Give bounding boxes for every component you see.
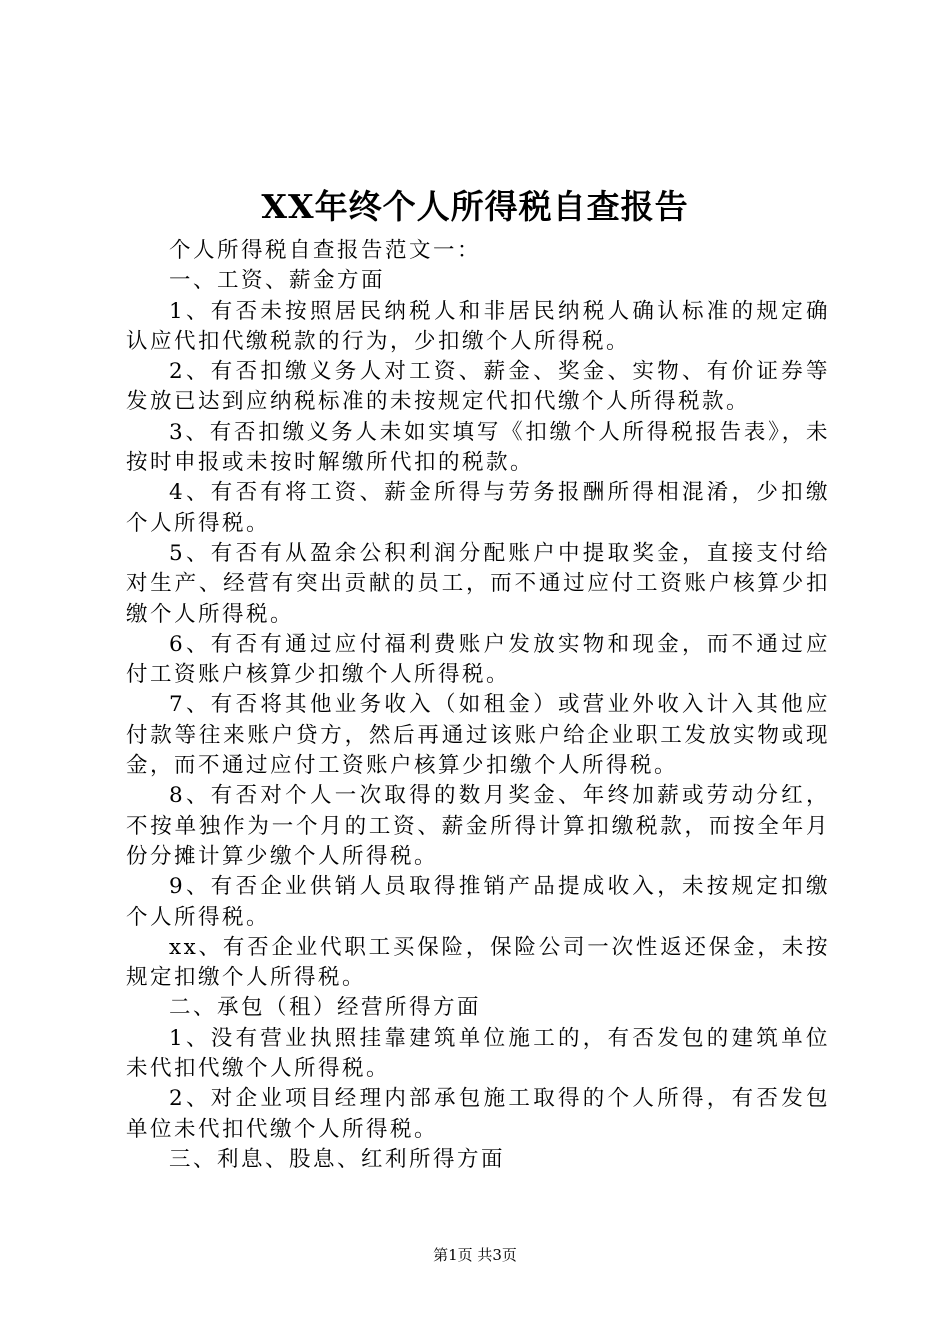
paragraph-intro: 个人所得税自查报告范文一：	[169, 238, 482, 263]
section-heading-contracting: 二、承包（租）经营所得方面	[169, 995, 482, 1021]
paragraph: 7、有否将其他业务收入（如租金）或营业外收入计入其他应付款等往来账户贷方，然后再通过该账户给企业职工发放实物或现金，而不通过应付工资账户核算少扣缴个人所得税。	[126, 692, 830, 779]
document-title: XX年终个人所得税自查报告	[261, 187, 689, 226]
paragraph: 4、有否有将工资、薪金所得与劳务报酬所得相混淆，少扣缴个人所得税。	[126, 480, 830, 536]
paragraph: 8、有否对个人一次取得的数月奖金、年终加薪或劳动分红，不按单独作为一个月的工资、薪金所得计算扣缴税款，而按全年月份分摊计算少缴个人所得税。	[126, 783, 830, 869]
paragraph: 1、有否未按照居民纳税人和非居民纳税人确认标准的规定确认应代扣代缴税款的行为，少扣缴个人所得税。	[126, 298, 830, 354]
paragraph: 9、有否企业供销人员取得推销产品提成收入，未按规定扣缴个人所得税。	[126, 874, 830, 930]
paragraph: xx、有否企业代职工买保险，保险公司一次性返还保金，未按规定扣缴个人所得税。	[126, 934, 830, 991]
paragraph: 1、没有营业执照挂靠建筑单位施工的，有否发包的建筑单位未代扣代缴个人所得税。	[126, 1025, 830, 1082]
paragraph: 6、有否有通过应付福利费账户发放实物和现金，而不通过应付工资账户核算少扣缴个人所得税。	[126, 631, 830, 688]
paragraph: 2、有否扣缴义务人对工资、薪金、奖金、实物、有价证券等发放已达到应纳税标准的未按规定代扣代缴个人所得税款。	[126, 359, 830, 415]
section-heading-interest: 三、利息、股息、红利所得方面	[169, 1146, 506, 1172]
paragraph: 2、对企业项目经理内部承包施工取得的个人所得，有否发包单位未代扣代缴个人所得税。	[126, 1086, 830, 1142]
document-body	[126, 236, 830, 1175]
paragraph: 5、有否有从盈余公积利润分配账户中提取奖金，直接支付给对生产、经营有突出贡献的员工，而不通过应付工资账户核算少扣缴个人所得税。	[126, 540, 830, 627]
paragraph: 3、有否扣缴义务人未如实填写《扣缴个人所得税报告表》，未按时申报或未按时解缴所代扣的税款。	[126, 419, 830, 476]
section-heading-wages: 一、工资、薪金方面	[169, 268, 386, 294]
page-footer: 第1页 共3页	[433, 1246, 517, 1264]
